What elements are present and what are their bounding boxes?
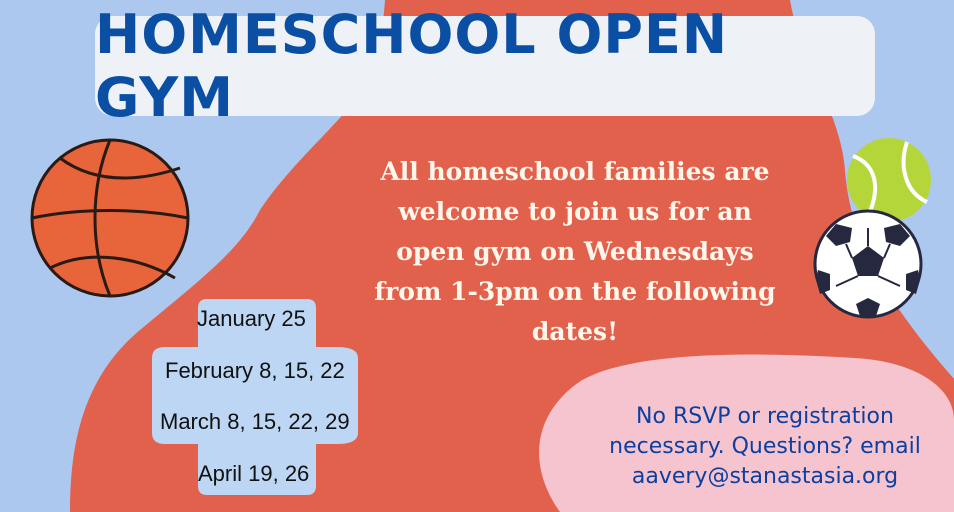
announcement-line: dates! xyxy=(531,317,619,346)
date-january: January 25 xyxy=(197,306,306,331)
announcement-line: All homeschool families are xyxy=(380,157,770,186)
date-february: February 8, 15, 22 xyxy=(165,358,345,383)
announcement-line: from 1-3pm on the following xyxy=(374,277,776,306)
date-april: April 19, 26 xyxy=(198,461,310,486)
contact-email[interactable]: aavery@stanastasia.org xyxy=(631,464,899,489)
contact-line: necessary. Questions? email xyxy=(609,434,921,459)
announcement-line: open gym on Wednesdays xyxy=(396,237,754,266)
contact-text xyxy=(592,402,938,492)
page-title: HOMESCHOOL OPEN GYM xyxy=(95,3,729,129)
date-march: March 8, 15, 22, 29 xyxy=(160,409,350,434)
announcement-line: welcome to join us for an xyxy=(398,197,752,226)
contact-line: No RSVP or registration xyxy=(636,404,894,429)
